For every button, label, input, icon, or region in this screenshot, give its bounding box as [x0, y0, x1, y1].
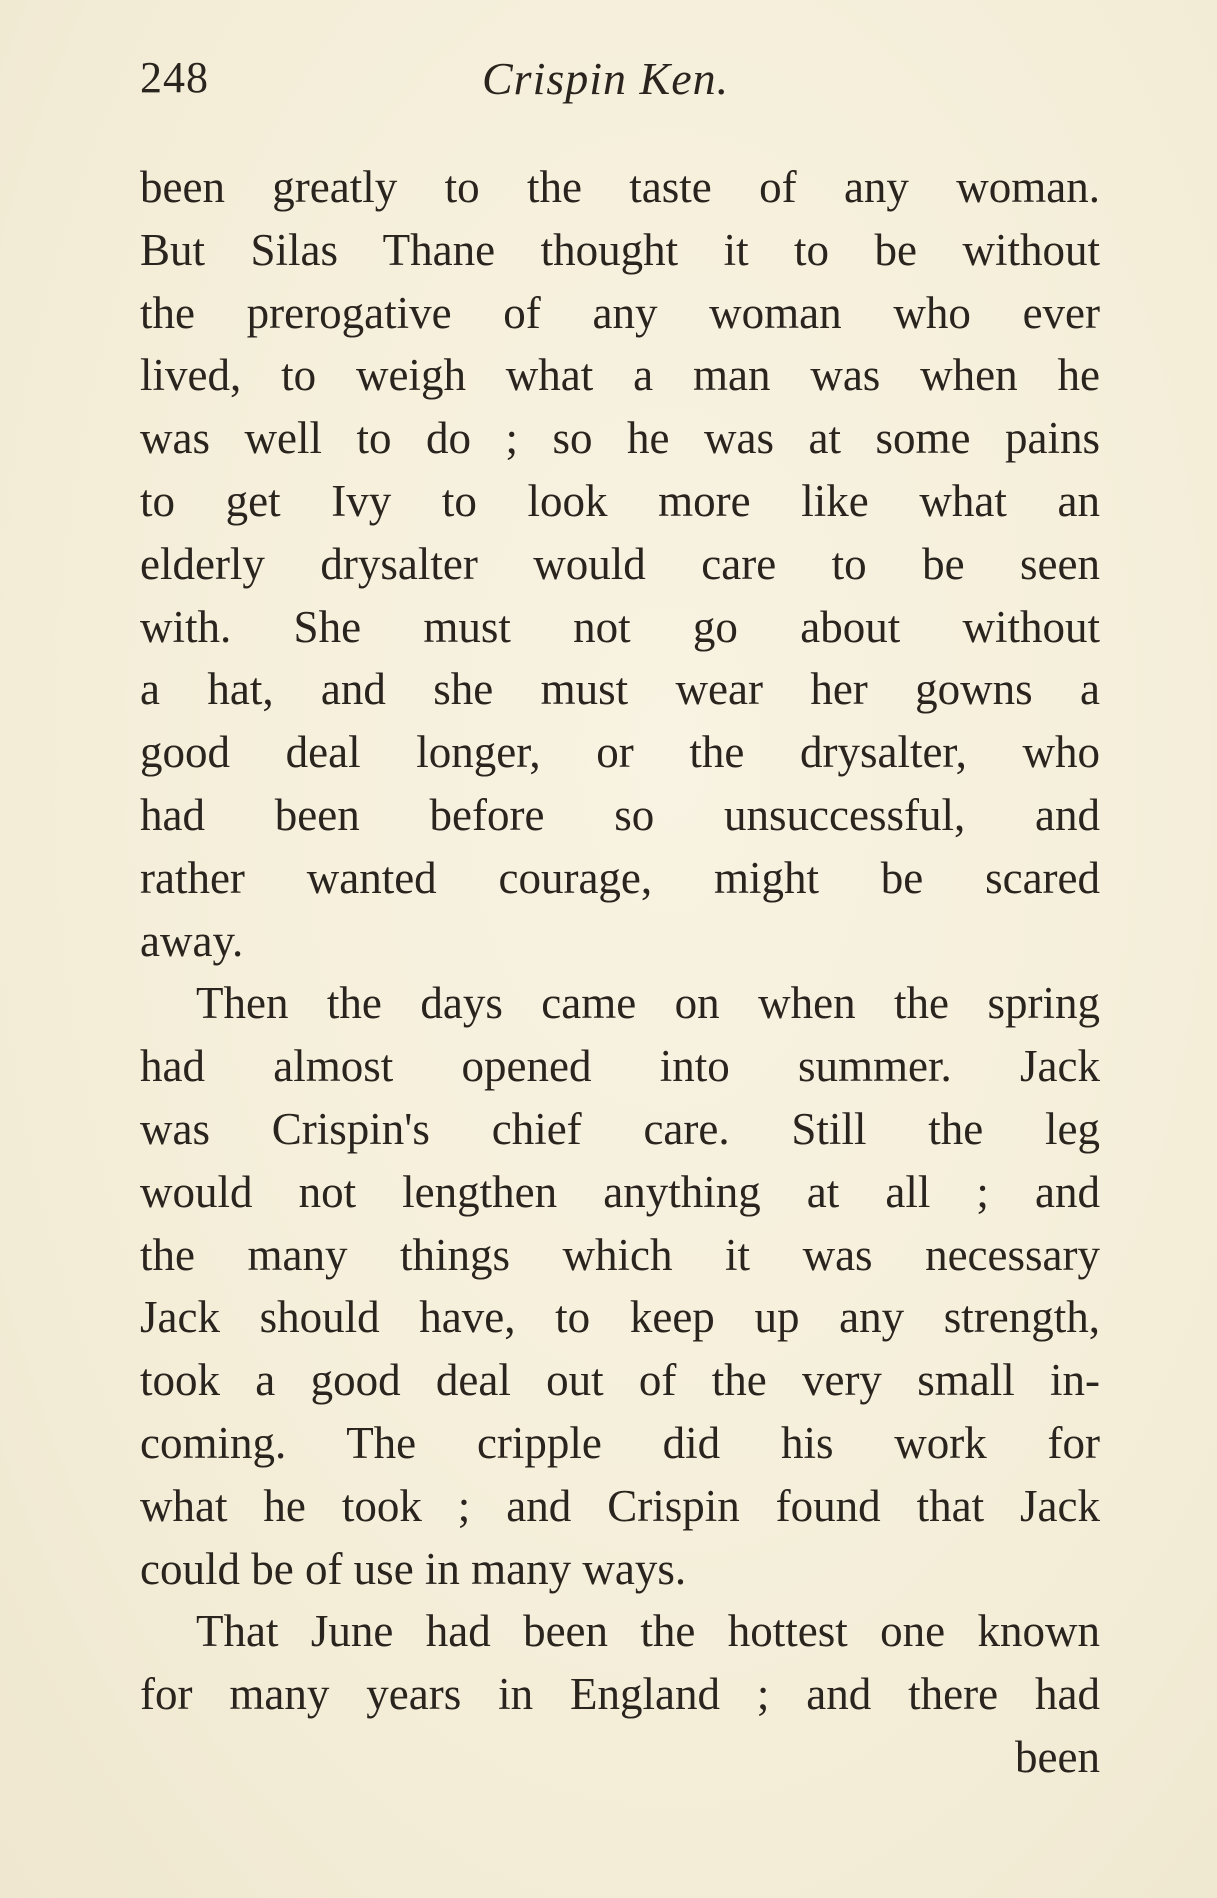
- page-header: [140, 52, 1100, 112]
- text-line: the many things which it was necessary: [140, 1229, 1100, 1280]
- catchword-line: been: [1015, 1731, 1100, 1782]
- text-line: But Silas Thane thought it to be without: [140, 224, 1100, 275]
- text-line: could be of use in many ways.: [140, 1543, 687, 1594]
- page-number: 248: [140, 53, 209, 102]
- text-line: good deal longer, or the drysalter, who: [140, 727, 1100, 778]
- paragraph-start-line: Then the days came on when the spring: [196, 978, 1100, 1029]
- text-line: would not lengthen anything at all ; and: [140, 1166, 1100, 1217]
- text-line: lived, to weigh what a man was when he: [140, 350, 1100, 401]
- text-line: was Crispin's chief care. Still the leg: [140, 1103, 1100, 1154]
- text-line: Jack should have, to keep up any strength,: [140, 1292, 1100, 1343]
- text-line: the prerogative of any woman who ever: [140, 287, 1100, 338]
- paragraph-start-line: That June had been the hottest one known: [196, 1606, 1100, 1657]
- text-line: coming. The cripple did his work for: [140, 1417, 1100, 1468]
- text-line: with. She must not go about without: [140, 601, 1100, 652]
- text-line: been greatly to the taste of any woman.: [140, 162, 1100, 212]
- text-line: had been before so unsuccessful, and: [140, 789, 1100, 840]
- text-line: elderly drysalter would care to be seen: [140, 538, 1100, 589]
- text-line: to get Ivy to look more like what an: [140, 475, 1100, 526]
- text-line: took a good deal out of the very small in-: [140, 1355, 1100, 1406]
- text-line: had almost opened into summer. Jack: [140, 1041, 1100, 1092]
- body-text: [140, 156, 1100, 1789]
- text-line: a hat, and she must wear her gowns a: [140, 664, 1100, 715]
- text-line: what he took ; and Crispin found that Jack: [140, 1480, 1100, 1531]
- text-line: rather wanted courage, might be scared: [140, 852, 1100, 903]
- text-line: was well to do ; so he was at some pains: [140, 413, 1100, 464]
- text-line: away.: [140, 915, 244, 966]
- text-line: for many years in England ; and there had: [140, 1669, 1100, 1720]
- running-title: Crispin Ken.: [482, 53, 730, 104]
